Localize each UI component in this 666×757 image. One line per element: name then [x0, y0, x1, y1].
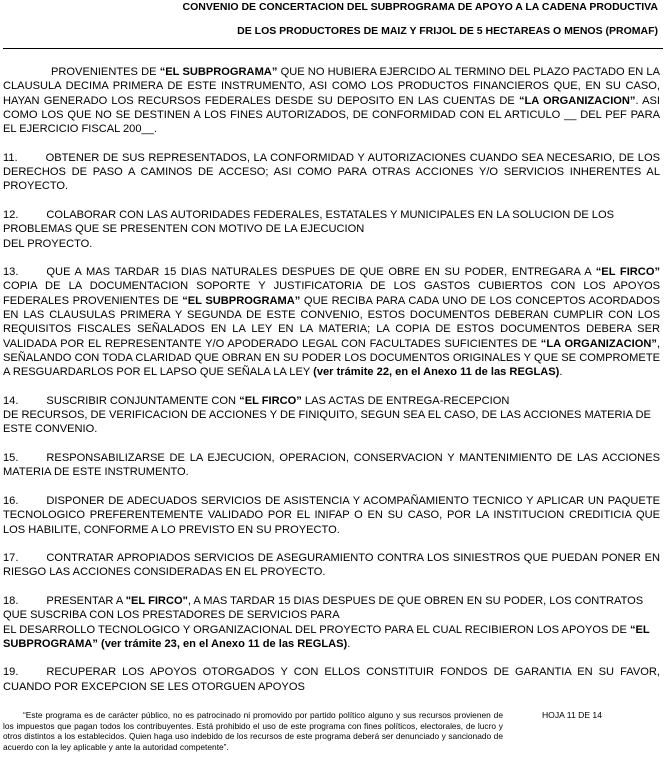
- intro-text-3: . ASI COMO LOS QUE NO SE DESTINEN A LOS FINES AUTORIZADOS, DE CONFORMIDAD CON EL ARTICULO __ DEL PEF PARA EL EJERCICIO FISCAL 200: [3, 94, 661, 136]
- clause-text-continued: EL DESARROLLO TECNOLOGICO Y ORGANIZACIONAL DEL PROYECTO PARA EL CUAL RECIBIERON LOS APOYOS DE: [3, 623, 630, 636]
- page-number: HOJA 11 DE 14: [541, 710, 602, 720]
- clause-text: RESPONSABILIZARSE DE LA EJECUCION, OPERACION, CONSERVACION Y MANTENIMIENTO DE LAS ACCIONES MATERIA DE ESTE INSTRUMENTO.: [3, 452, 660, 479]
- clause-13: [3, 265, 660, 379]
- clause-bold: "EL FIRCO": [125, 594, 188, 607]
- clause-number: 13.: [3, 266, 19, 279]
- clause-text: COPIA DE LA DOCUMENTACION SOPORTE Y JUSTIFICATORIA DE LOS GASTOS CUBIERTOS CON LOS APOYOS FEDERALES PROVENIENTES DE: [3, 280, 660, 307]
- clause-18: [3, 594, 660, 651]
- clause-bold: “EL SUBPROGRAMA”: [182, 294, 301, 307]
- document-header: [38, 0, 658, 38]
- clause-15: [3, 451, 660, 480]
- clause-text: QUE A MAS TARDAR 15 DIAS NATURALES DESPUES DE QUE OBRE EN SU PODER, ENTREGARA A: [46, 266, 596, 279]
- clause-text: CONTRATAR APROPIADOS SERVICIOS DE ASEGURAMIENTO CONTRA LOS SINIESTROS QUE PUEDAN PONER EN RIESGO LAS ACCIONES CONSIDERADAS EN EL PROYECTO.: [3, 552, 660, 579]
- clause-text-continued: DE RECURSOS, DE VERIFICACION DE ACCIONES Y DE FINIQUITO, SEGUN SEA EL CASO, DE LAS ACCIONES MATERIA DE ESTE CONVENIO.: [3, 409, 651, 436]
- clause-number: 19.: [3, 666, 19, 679]
- clause-number: 15.: [3, 452, 19, 465]
- footer-disclaimer: “Este programa es de carácter público, no es patrocinado ni promovido por partido político alguno y sus recursos provienen de los impuestos que pagan todos los contribuyentes. Está prohibido el uso de este programa con fines políticos, electorales, de lucro y otros distintos a los establecidos. Quien haga uso indebido de los recursos de este programa deberá ser denunciado y sancionado de acuerdo con la ley aplicable y ante la autoridad competente”.: [3, 710, 503, 752]
- clause-19: [3, 665, 660, 694]
- clause-text: LAS ACTAS DE ENTREGA-RECEPCION: [301, 394, 510, 407]
- clause-text: , A MAS TARDAR 15 DIAS DESPUES DE QUE OBREN EN SU PODER, LOS CONTRATOS QUE SUSCRIBA CON LOS PRESTADORES DE SERVICIOS PARA: [3, 594, 644, 622]
- intro-paragraph: [3, 65, 660, 136]
- clause-bold: (ver trámite 22, en el Anexo 11 de las REGLAS): [313, 366, 560, 379]
- clause-bold: “EL FIRCO”: [595, 266, 660, 279]
- clause-number: 16.: [3, 494, 19, 507]
- clause-12: [3, 208, 660, 251]
- clause-text: SUSCRIBIR CONJUNTAMENTE CON: [46, 394, 240, 407]
- clause-text: , SEÑALANDO CON TODA CLARIDAD QUE OBRAN EN SU PODER LOS DOCUMENTOS ORIGINALES Y QUE SE COMPROMETE A RESGUARDARLOS POR EL LAPSO QUE SEÑALA LA LEY: [3, 337, 660, 379]
- clause-text-continued: DEL PROYECTO.: [3, 237, 93, 250]
- intro-text-1: PROVENIENTES DE: [51, 66, 160, 78]
- clause-11: [3, 151, 660, 194]
- header-title-line-2: DE LOS PRODUCTORES DE MAIZ Y FRIJOL DE 5 HECTAREAS O MENOS (PROMAF): [237, 25, 658, 37]
- clause-number: 11.: [3, 151, 18, 164]
- clause-text: QUE RECIBA PARA CADA UNO DE LOS CONCEPTOS ACORDADOS EN LAS CLAUSULAS PRIMERA Y SEGUNDA DE ESTE CONVENIO, ESTOS DOCUMENTOS DEBERAN CUMPLIR CON LOS REQUISITOS FISCALES SEÑALADOS EN LA LEY EN LA MATERIA; LA COPIA DE ESTOS DOCUMENTOS DEBERA SER VALIDADA POR EL REPRESENTANTE Y/O APODERADO LEGAL CON FACULTADES SUFICIENTES DE: [3, 294, 660, 350]
- intro-text-4: __.: [141, 123, 157, 136]
- intro-bold-2: “LA ORGANIZACION”: [518, 94, 636, 107]
- clause-14: [3, 394, 660, 437]
- clause-16: [3, 494, 660, 537]
- document-body: [3, 65, 660, 708]
- clause-bold: “EL SUBPROGRAMA” (ver trámite 23, en el Anexo 11 de las REGLAS): [3, 623, 650, 650]
- clause-number: 12.: [3, 208, 19, 221]
- intro-bold-1: “EL SUBPROGRAMA”: [159, 66, 278, 78]
- clause-text: DISPONER DE ADECUADOS SERVICIOS DE ASISTENCIA Y ACOMPAÑAMIENTO TECNICO Y APLICAR UN PAQUETE TECNOLOGICO PREFERENTEMENTE VALIDADO POR EL INIFAP O EN SU CASO, POR LA INSTITUCION CREDITICIA QUE LOS HABILITE, CONFORME A LO PREVISTO EN SU PROYECTO.: [3, 494, 660, 536]
- clause-text: OBTENER DE SUS REPRESENTADOS, LA CONFORMIDAD Y AUTORIZACIONES CUANDO SEA NECESARIO, DE LOS DERECHOS DE PASO A CAMINOS DE ACCESO; ASI COMO PARA OTRAS ACCIONES Y/O SERVICIOS INHERENTES AL PROYECTO.: [3, 151, 660, 193]
- clause-bold: “LA ORGANIZACION”: [540, 337, 657, 350]
- clause-number: 17.: [3, 552, 19, 565]
- header-title-line-1: CONVENIO DE CONCERTACION DEL SUBPROGRAMA DE APOYO A LA CADENA PRODUCTIVA: [182, 1, 658, 13]
- clause-text: COLABORAR CON LAS AUTORIDADES FEDERALES, ESTATALES Y MUNICIPALES EN LA SOLUCION DE LOS PROBLEMAS QUE SE PRESENTEN CON MOTIVO DE LA EJECUCION: [3, 208, 615, 236]
- clause-text: PRESENTAR A: [46, 594, 126, 607]
- header-divider: [3, 48, 663, 49]
- clause-bold: “EL FIRCO”: [239, 394, 302, 407]
- clause-number: 14.: [3, 394, 19, 407]
- clause-text: RECUPERAR LOS APOYOS OTORGADOS Y CON ELLOS CONSTITUIR FONDOS DE GARANTIA EN SU FAVOR, CUANDO POR EXCEPCION SE LES OTORGUEN APOYOS: [3, 666, 660, 693]
- intro-text-2: QUE NO HUBIERA EJERCIDO AL TERMINO DEL PLAZO PACTADO EN LA CLAUSULA DECIMA PRIMERA DE ESTE INSTRUMENTO, ASI COMO LOS PRODUCTOS FINANCIEROS QUE, EN SU CASO, HAYAN GENERADO LOS RECURSOS FEDERALES DESDE SU DEPOSITO EN LAS CUENTAS DE: [3, 66, 660, 107]
- clause-text: .: [347, 637, 351, 650]
- clause-number: 18.: [3, 594, 19, 607]
- clause-17: [3, 551, 660, 580]
- clause-text: .: [559, 366, 563, 379]
